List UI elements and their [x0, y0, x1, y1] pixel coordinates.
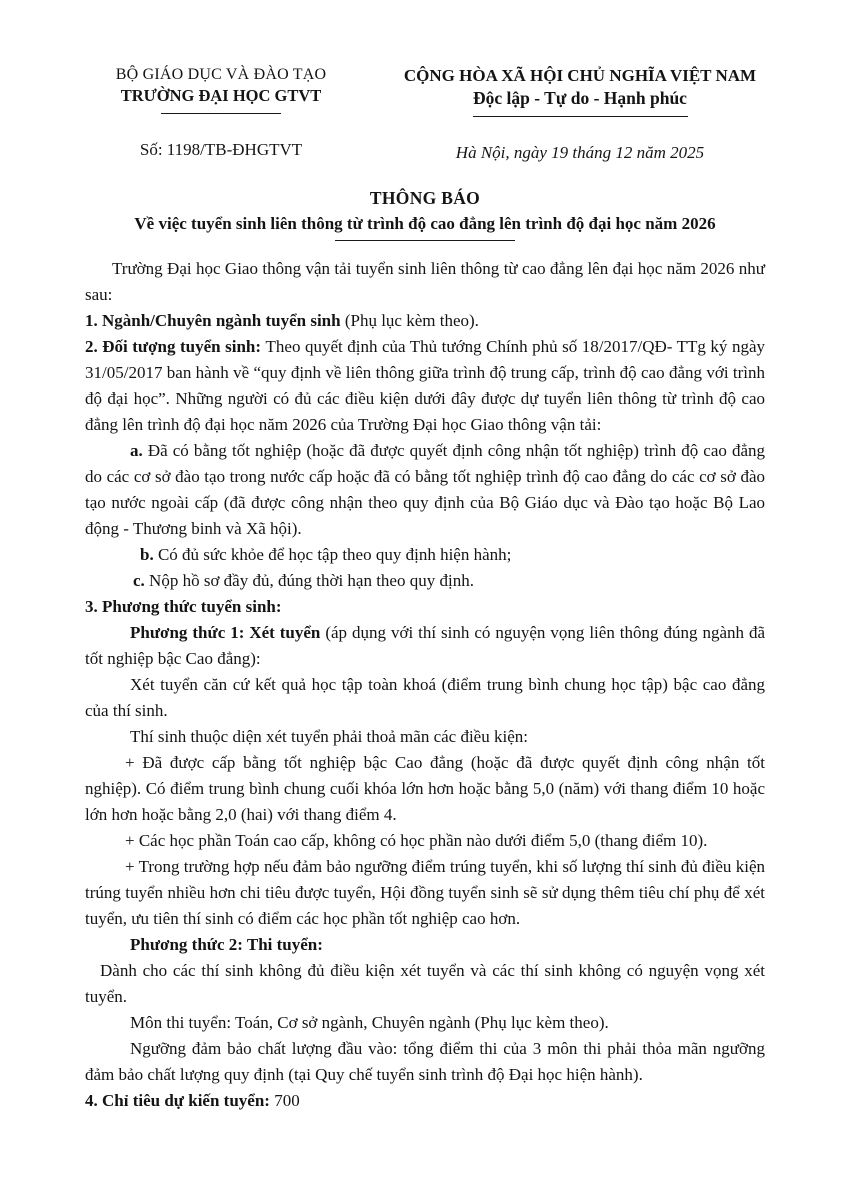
issuing-org-block — [85, 66, 357, 163]
paragraph — [85, 334, 765, 438]
document-number: Số: 1198/TB-ĐHGTVT — [139, 140, 303, 159]
document-header — [85, 66, 785, 163]
paragraph — [85, 1010, 765, 1036]
paragraph-text: Dành cho các thí sinh không đủ điều kiện xét tuyển và các thí sinh không có nguyện vọng xét tuyển. — [85, 961, 765, 1006]
paragraph-text: (áp dụng với thí sinh có nguyện vọng liên thông đúng ngành đã tốt nghiệp bậc Cao đẳng): — [85, 623, 765, 668]
paragraph-text: Theo quyết định của Thủ tướng Chính phủ số 18/2017/QĐ- TTg ký ngày 31/05/2017 ban hành về “quy định về liên thông giữa trình độ trung cấp, trình độ cao đẳng với trình độ đại học”. Những người có đủ các điều kiện dưới đây được dự tuyển liên thông từ trình độ cao đẳng lên trình độ đại học năm 2026 của Trường Đại học Giao thông vận tải: — [85, 337, 765, 434]
paragraph-lead-bold: 4. Chỉ tiêu dự kiến tuyển: — [85, 1091, 275, 1110]
paragraph — [85, 958, 765, 1010]
national-motto: Độc lập - Tự do - Hạnh phúc — [473, 88, 687, 108]
paragraph-text: Nộp hồ sơ đầy đủ, đúng thời hạn theo quy định. — [149, 571, 474, 590]
paragraph-lead-bold: 1. Ngành/Chuyên ngành tuyển sinh — [85, 311, 341, 330]
paragraph-text: Đã có bằng tốt nghiệp (hoặc đã được quyết định công nhận tốt nghiệp) trình độ cao đẳng do các cơ sở đào tạo trong nước cấp hoặc đã có bằng tốt nghiệp trình độ cao đẳng do các cơ sở đào tạo nước ngoài cấp (đã được công nhận theo quy định của Bộ Giáo dục và Đào tạo hoặc Bộ Lao động - Thương binh và Xã hội). — [85, 441, 765, 538]
paragraph — [85, 542, 765, 568]
paragraph-lead-bold: a. — [130, 441, 148, 460]
paragraph-lead-bold: b. — [140, 545, 158, 564]
paragraph — [85, 854, 765, 932]
paragraph — [85, 1088, 765, 1114]
paragraph — [85, 828, 765, 854]
paragraph-text: Thí sinh thuộc diện xét tuyển phải thoả mãn các điều kiện: — [130, 727, 528, 746]
paragraph-lead-bold: 2. Đối tượng tuyển sinh: — [85, 337, 266, 356]
paragraph — [85, 308, 765, 334]
paragraph — [85, 1036, 765, 1088]
paragraph-lead-bold: Phương thức 1: Xét tuyển — [130, 623, 326, 642]
paragraph — [85, 438, 765, 542]
paragraph-text: + Các học phần Toán cao cấp, không có học phần nào dưới điểm 5,0 (thang điểm 10). — [125, 831, 708, 850]
left-header-rule — [161, 113, 281, 114]
paragraph — [85, 750, 765, 828]
paragraph — [85, 594, 765, 620]
university-name: TRƯỜNG ĐẠI HỌC GTVT — [120, 86, 322, 105]
paragraph — [85, 620, 765, 672]
paragraph-text: 700 — [274, 1091, 300, 1110]
ministry-name: BỘ GIÁO DỤC VÀ ĐÀO TẠO — [115, 66, 327, 83]
paragraph-lead-bold: c. — [133, 571, 150, 590]
document-title: THÔNG BÁO — [369, 188, 481, 208]
paragraph-text: Xét tuyển căn cứ kết quả học tập toàn khoá (điểm trung bình chung học tập) bậc cao đẳng của thí sinh. — [85, 675, 765, 720]
paragraph-text: + Đã được cấp bằng tốt nghiệp bậc Cao đẳng (hoặc đã được quyết định công nhận tốt nghiệp). Có điểm trung bình chung cuối khóa lớn hơn hoặc bằng 5,0 (năm) với thang điểm 10 hoặc lớn hơn hoặc bằng 2,0 (hai) với thang điểm 4. — [85, 753, 765, 824]
paragraph-text: Ngưỡng đảm bảo chất lượng đầu vào: tổng điểm thi của 3 môn thi phải thỏa mãn ngưỡng đảm bảo chất lượng quy định (tại Quy chế tuyển sinh trình độ Đại học hiện hành). — [85, 1039, 765, 1084]
paragraph-text: Có đủ sức khỏe để học tập theo quy định hiện hành; — [157, 545, 512, 564]
paragraph-text: Môn thi tuyển: Toán, Cơ sở ngành, Chuyên ngành (Phụ lục kèm theo). — [130, 1013, 609, 1032]
document-body — [85, 256, 765, 1114]
paragraph-lead-bold: 3. Phương thức tuyển sinh: — [85, 597, 282, 616]
paragraph-lead-bold: Phương thức 2: Thi tuyển: — [130, 935, 323, 954]
paragraph-text: + Trong trường hợp nếu đảm bảo ngưỡng điểm trúng tuyển, khi số lượng thí sinh đủ điều kiện trúng tuyển nhiều hơn chi tiêu được tuyển, Hội đồng tuyển sinh sẽ sử dụng thêm tiêu chí phụ để xét tuyển, ưu tiên thí sinh có điểm các học phần tốt nghiệp cao hơn. — [85, 857, 765, 928]
title-block — [85, 188, 765, 241]
national-motto-block — [375, 66, 785, 163]
right-header-rule — [473, 116, 688, 117]
paragraph — [85, 932, 765, 958]
document-subtitle: Về việc tuyển sinh liên thông từ trình độ cao đẳng lên trình độ đại học năm 2026 — [134, 214, 716, 233]
paragraph-text: (Phụ lục kèm theo). — [340, 311, 479, 330]
paragraph — [85, 724, 765, 750]
national-title: CỘNG HÒA XÃ HỘI CHỦ NGHĨA VIỆT NAM — [403, 66, 757, 85]
place-date-line: Hà Nội, ngày 19 tháng 12 năm 2025 — [455, 143, 705, 162]
paragraph — [85, 256, 765, 308]
title-rule — [335, 240, 515, 241]
paragraph — [85, 568, 765, 594]
paragraph — [85, 672, 765, 724]
paragraph-text: Trường Đại học Giao thông vận tải tuyển sinh liên thông từ cao đẳng lên đại học năm 2026 như sau: — [85, 259, 765, 304]
